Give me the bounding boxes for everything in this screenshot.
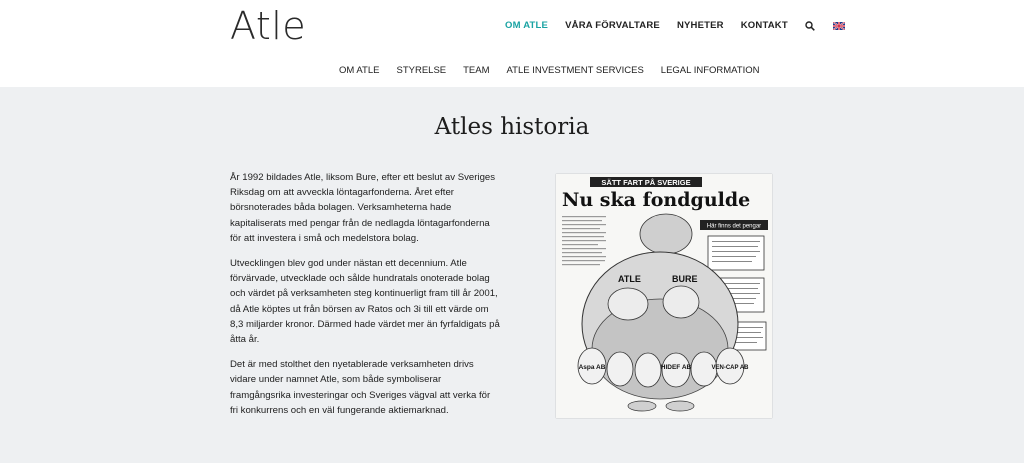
sub-navigation <box>339 65 777 76</box>
nav-item-om-atle[interactable]: OM ATLE <box>505 20 549 31</box>
clipping-illustration <box>556 174 772 418</box>
clipping-label-aspa: Aspa AB <box>578 364 606 371</box>
newspaper-clipping-image <box>556 174 772 418</box>
clipping-subhead: Här finns det pengar <box>706 223 762 230</box>
nav-item-vara-forvaltare[interactable]: VÅRA FÖRVALTARE <box>565 20 660 31</box>
paragraph-3: Det är med stolthet den nyetablerade verksamheten drivs vidare under namnet Atle, som både symboliserar framgångsrika investeringar och Sveriges vägval att verka för fri konkurrens och en väl fungerande aktiemarknad. <box>230 359 491 416</box>
paragraph-1: År 1992 bildades Atle, liksom Bure, efter ett beslut av Sveriges Riksdag om att avveckla löntagarfonderna. Året efter börsnoterades båda bolagen. Verksamheterna hade kapitaliserats med pengar från de nedlagda löntagarfonderna för att investera i små och medelstora bolag. <box>230 172 496 244</box>
clipping-label-bure: BURE <box>672 274 698 284</box>
clipping-label-hidef: HIDEF AB <box>660 364 692 371</box>
main-navigation <box>505 20 845 31</box>
page-title: Atles historia <box>434 114 590 140</box>
nav-item-kontakt[interactable]: KONTAKT <box>740 20 788 31</box>
subnav-item-legal-information[interactable]: LEGAL INFORMATION <box>660 65 760 76</box>
paragraph-2: Utvecklingen blev god under nästan ett decennium. Atle förvärvade, utvecklade och sålde hundratals onoterade bolag och värdet på verksamheten steg kontinuerligt fram till år 2001, då Atle köptes ut från börsen av Ratos och 3i till ett värde om 8,3 miljarder kronor. Därmed hade värdet mer än fyrfaldigats på åtta år. <box>230 258 500 346</box>
subnav-item-investment-services[interactable]: ATLE INVESTMENT SERVICES <box>506 65 644 76</box>
clipping-headline: Nu ska fondgulde <box>562 189 751 211</box>
nav-item-nyheter[interactable]: NYHETER <box>676 20 724 31</box>
site-header <box>0 0 1024 87</box>
search-icon[interactable] <box>805 21 815 31</box>
site-logo[interactable]: Atle <box>230 4 307 48</box>
subnav-item-om-atle[interactable]: OM ATLE <box>339 65 380 76</box>
history-text <box>230 170 500 428</box>
clipping-banner: SÄTT FART PÅ SVERIGE <box>601 178 691 187</box>
uk-flag-icon[interactable] <box>833 22 845 30</box>
clipping-label-atle: ATLE <box>618 274 641 284</box>
subnav-item-styrelse[interactable]: STYRELSE <box>396 65 447 76</box>
subnav-item-team[interactable]: TEAM <box>463 65 490 76</box>
clipping-label-vencap: VEN-CAP AB <box>711 365 749 371</box>
